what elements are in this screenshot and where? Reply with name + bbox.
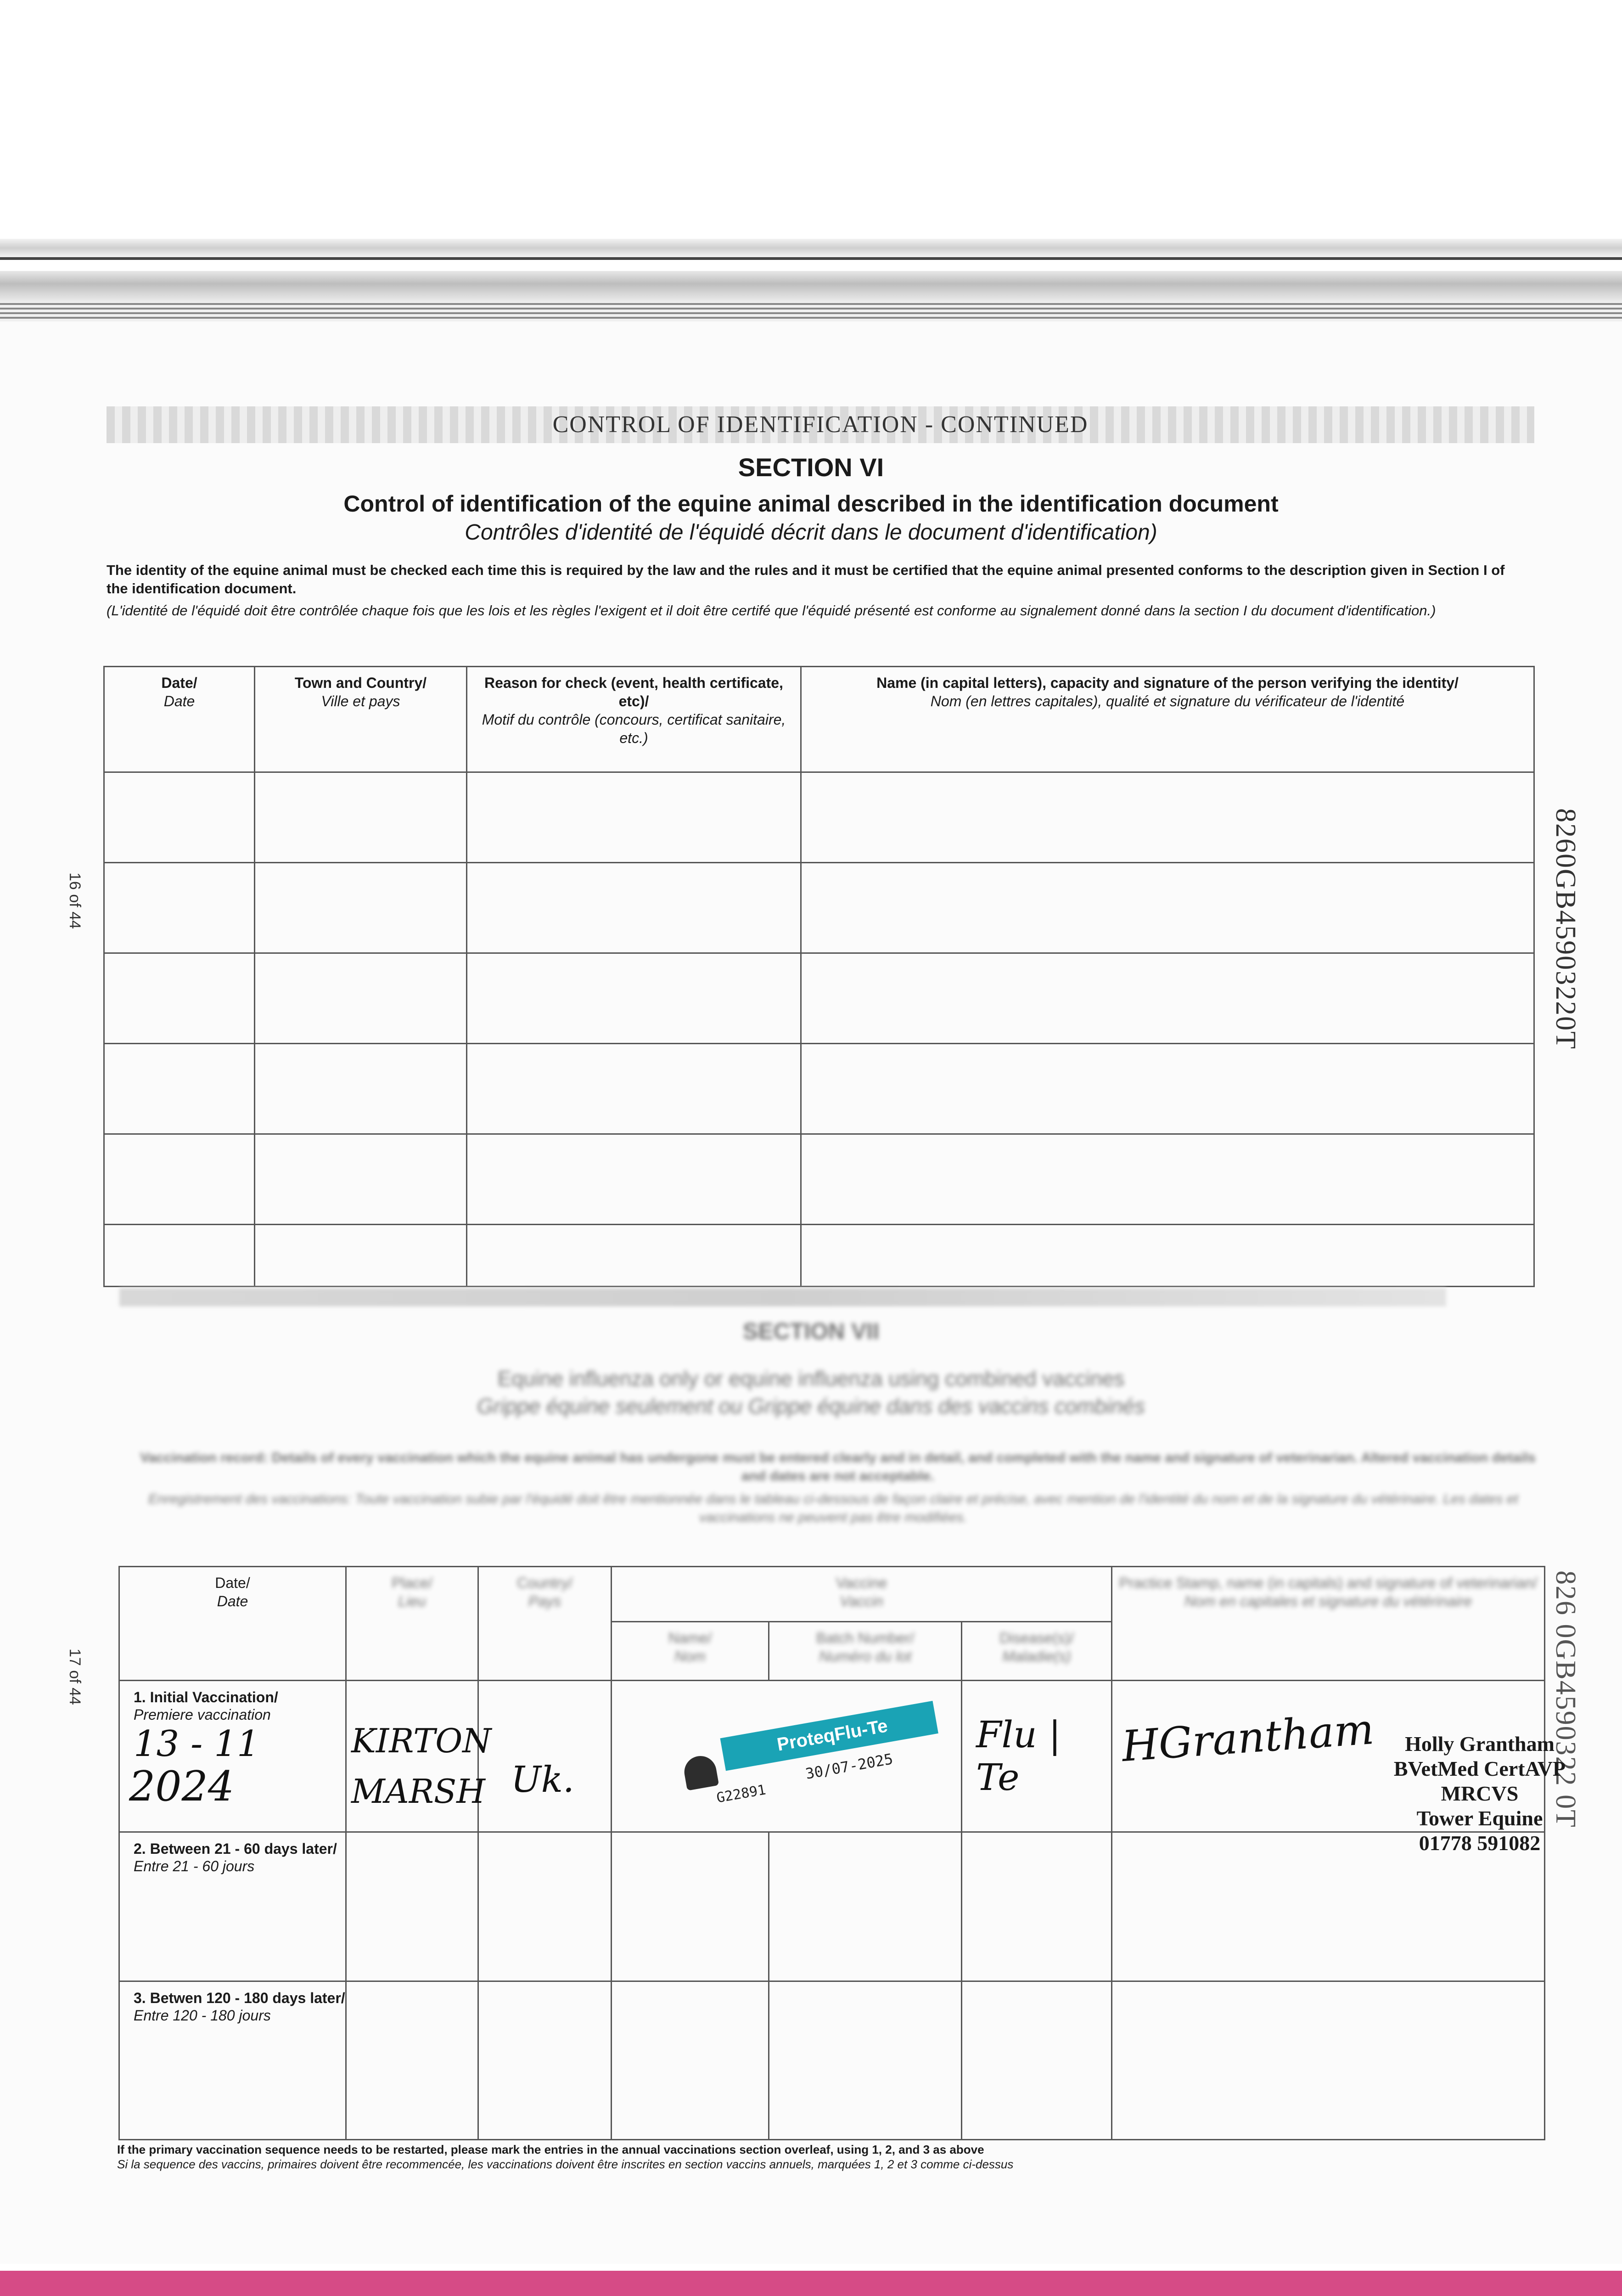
- col-date: Date/ Date: [104, 667, 255, 772]
- stamp-vet-name: Holly Grantham: [1405, 1732, 1555, 1756]
- vet-signature: HGrantham: [1120, 1704, 1376, 1772]
- stamp-qualifications: BVetMed CertAVP MRCVS: [1393, 1757, 1566, 1805]
- entry-date-line1: 13 - 11: [134, 1723, 260, 1765]
- col-verifier: Name (in capital letters), capacity and signature of the person verifying the identity/ Nom (en lettres capitales), qualité et signature du vérificateur de l'identité: [801, 667, 1534, 772]
- table-row: [119, 1981, 1545, 2140]
- identification-check-table: [103, 666, 1535, 1287]
- col-town-country: Town and Country/ Ville et pays: [255, 667, 467, 772]
- col-batch-number: Batch Number/ Numéro du lot: [769, 1622, 962, 1681]
- binder-edge: [0, 239, 1622, 257]
- page-number-upper: 16 of 44: [66, 872, 84, 929]
- vaccine-lot: G22891: [715, 1782, 767, 1806]
- entry-place-line2: MARSH: [351, 1772, 486, 1811]
- row-second-vaccination: 2. Between 21 - 60 days later/ Entre 21 - 60 jours: [134, 1840, 337, 1874]
- footnote-fr: Si la sequence des vaccins, primaires doivent être recommencée, les vaccinations doivent être inscrites en section vaccins annuels, marquées 1, 2 et 3 comme ci-dessus: [117, 2157, 1014, 2171]
- section7-number: SECTION VII: [742, 1318, 880, 1344]
- vaccine-brand: ProteqFlu-Te: [720, 1701, 938, 1771]
- entry-date-line2: 2024: [129, 1762, 235, 1811]
- entry-disease-cell: [962, 1681, 1112, 1832]
- col-country: Country/ Pays: [478, 1567, 612, 1681]
- col-vaccine-name: Name/ Nom: [612, 1622, 769, 1681]
- entry-disease: Flu | Te: [976, 1713, 1061, 1799]
- sticker-logo-icon: [682, 1754, 719, 1791]
- row-initial-vaccination: 1. Initial Vaccination/ Premiere vaccination 13 - 11 2024: [119, 1681, 346, 1832]
- binder-edge-bottom: [0, 2271, 1622, 2296]
- col-vaccine: Vaccine Vaccin: [612, 1567, 1112, 1622]
- table-row: [104, 953, 1534, 1044]
- section6-intro: The identity of the equine animal must be checked each time this is required by the law and the rules and it must be certified that the equine animal presented conforms to the description given in Section I of the identification document.: [107, 562, 1505, 597]
- document-id-lower: 826 0GB4590322 0T: [1550, 1570, 1581, 1828]
- row-third-vaccination: 3. Betwen 120 - 180 days later/ Entre 120 - 180 jours: [134, 1990, 345, 2024]
- col-disease: Disease(s)/ Maladie(s): [962, 1622, 1112, 1681]
- section7-title-fr: Grippe équine seulement ou Grippe équine dans des vaccins combinés: [477, 1394, 1145, 1418]
- vaccination-record-note-fr: Enregistrement des vaccinations: Toute vaccination subie par l'équidé doit être mentionnée dans le tableau ci-dessous de façon claire et précise, avec mention de l'identité du nom et de la signature du vétérinaire. Les dates et vaccinations ne peuvent pas être modifiées.: [148, 1491, 1518, 1525]
- table-row: [119, 1681, 1545, 1832]
- vaccine-sticker: [679, 1701, 949, 1836]
- stamp-phone: 01778 591082: [1419, 1831, 1541, 1855]
- table-row: [104, 1044, 1534, 1134]
- entry-vaccine-label-cell: [612, 1681, 962, 1832]
- section6-number: SECTION VI: [738, 453, 884, 482]
- table-row: [104, 1134, 1534, 1225]
- entry-country-cell: [478, 1681, 612, 1832]
- entry-vet-cell: [1112, 1681, 1566, 1855]
- entry-place-line1: KIRTON: [351, 1722, 492, 1760]
- section7-banner: [119, 1288, 1446, 1306]
- section-banner: CONTROL OF IDENTIFICATION - CONTINUED: [107, 406, 1534, 443]
- table-row: [104, 772, 1534, 863]
- binder-fold: [0, 271, 1622, 303]
- page-number-lower: 17 of 44: [66, 1649, 84, 1705]
- col-date: Date/ Date: [119, 1567, 346, 1681]
- col-practice-stamp: Practice Stamp, name (in capitals) and signature of veterinarian/ Nom en capitales et signature du vétérinaire: [1112, 1567, 1545, 1681]
- vaccine-expiry: 30/07-2025: [804, 1750, 894, 1783]
- table-row: [104, 1225, 1534, 1287]
- section6-intro-fr: (L'identité de l'équidé doit être contrôlée chaque fois que les lois et les règles l'exigent et il doit être certifé que l'équidé présenté est conforme au signalement donné dans la section I du document d'identification.): [107, 602, 1436, 619]
- section6-title-fr: Contrôles d'identité de l'équidé décrit dans le document d'identification): [465, 520, 1157, 545]
- entry-country: Uk.: [511, 1759, 574, 1801]
- page-top-margin: [0, 0, 1622, 239]
- stamp-practice: Tower Equine: [1416, 1806, 1543, 1830]
- footnote: If the primary vaccination sequence needs to be restarted, please mark the entries in the annual vaccinations section overleaf, using 1, 2, and 3 as above: [117, 2143, 984, 2156]
- section6-title: Control of identification of the equine animal described in the identification document: [343, 491, 1279, 517]
- col-place: Place/ Lieu: [346, 1567, 478, 1681]
- entry-place-cell: [346, 1681, 492, 1832]
- table-row: [119, 1832, 1545, 1981]
- vaccination-record-note: Vaccination record: Details of every vaccination which the equine animal has undergone must be entered clearly and in detail, and completed with the name and signature of veterinarian. Altered vaccination details and dates are not acceptable.: [140, 1450, 1536, 1484]
- table-row: [104, 863, 1534, 953]
- document-id-upper: 8260GB45903220T: [1550, 808, 1581, 1050]
- binder-line: [0, 257, 1622, 260]
- section7-title: Equine influenza only or equine influenza using combined vaccines: [497, 1367, 1125, 1390]
- practice-stamp: [1360, 1732, 1599, 1856]
- col-reason: Reason for check (event, health certificate, etc)/ Motif du contrôle (concours, certificat sanitaire, etc.): [467, 667, 801, 772]
